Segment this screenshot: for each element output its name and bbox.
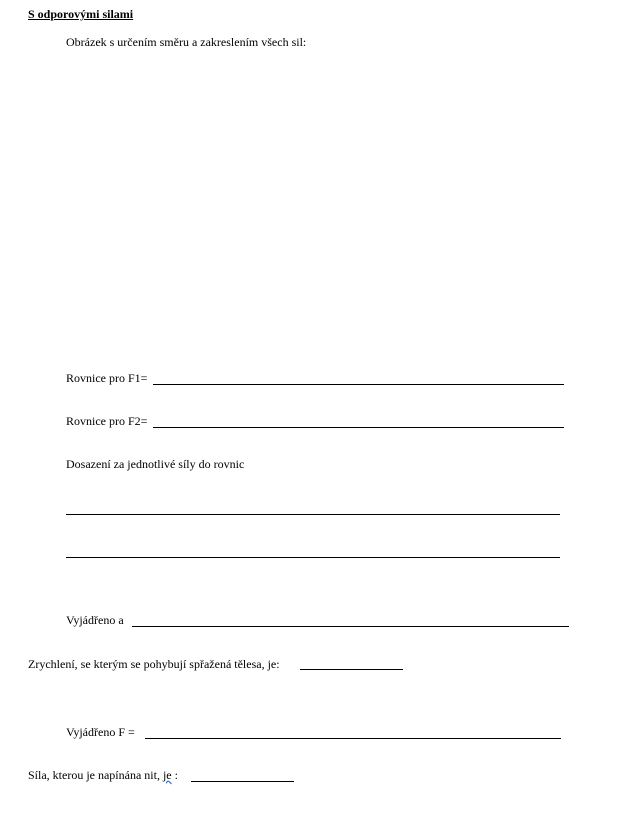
acceleration-blank[interactable] xyxy=(300,669,403,670)
tension-label-suffix: : xyxy=(174,768,178,782)
tension-label-prefix: Síla, kterou je napínána nit, xyxy=(28,768,160,782)
tension-label xyxy=(28,768,178,782)
tension-label-word: je xyxy=(162,768,172,782)
acceleration-label: Zrychlení, se kterým se pohybují spřažená tělesa, je: xyxy=(28,657,280,671)
tension-blank[interactable] xyxy=(191,781,294,782)
expressed-f-blank[interactable] xyxy=(145,738,561,739)
section-heading: S odporovými silami xyxy=(28,7,134,21)
equation-f1-label: Rovnice pro F1= xyxy=(66,371,148,385)
expressed-a-label: Vyjádřeno a xyxy=(66,613,124,627)
figure-prompt: Obrázek s určením směru a zakreslením všech sil: xyxy=(66,35,307,49)
equation-f1-blank[interactable] xyxy=(153,384,564,385)
substitution-label: Dosazení za jednotlivé síly do rovnic xyxy=(66,457,245,471)
expressed-a-blank[interactable] xyxy=(132,626,569,627)
expressed-f-label: Vyjádřeno F = xyxy=(66,725,135,739)
substitution-blank-1[interactable] xyxy=(66,514,560,515)
substitution-blank-2[interactable] xyxy=(66,557,560,558)
equation-f2-blank[interactable] xyxy=(153,427,564,428)
figure-area xyxy=(66,56,566,356)
equation-f2-label: Rovnice pro F2= xyxy=(66,414,148,428)
